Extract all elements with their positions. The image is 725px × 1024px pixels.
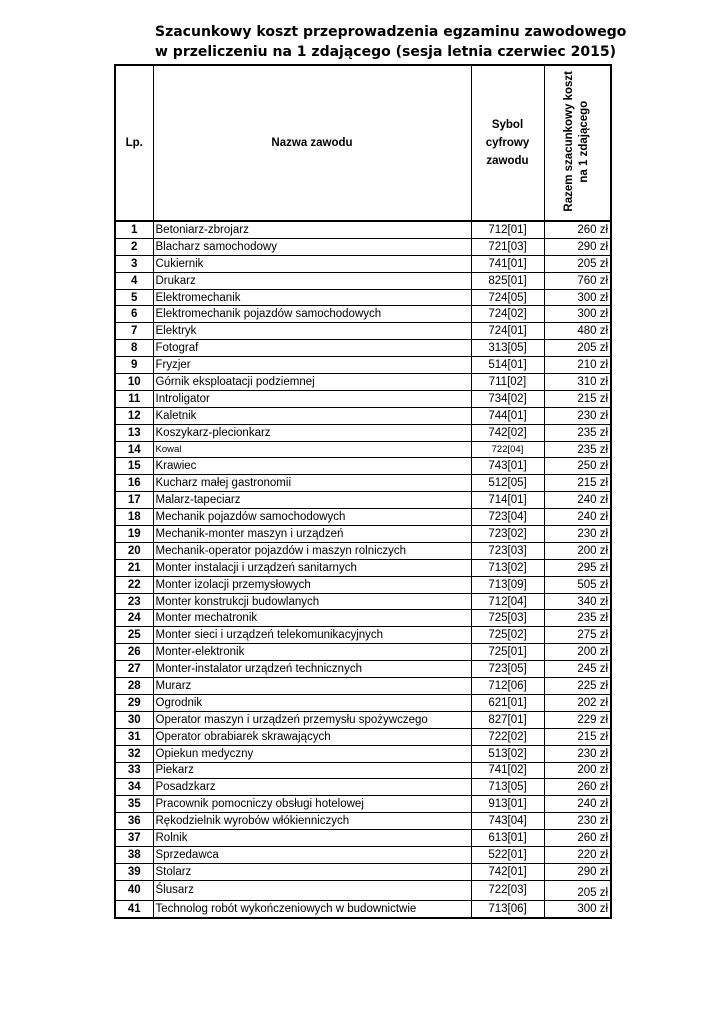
row-code: 723[05] (471, 661, 544, 678)
header-code (471, 65, 544, 221)
row-name: Drukarz (153, 272, 471, 289)
header-lp: Lp. (115, 65, 153, 221)
row-code: 742[01] (471, 863, 544, 880)
row-code: 722[03] (471, 880, 544, 900)
table-row (115, 627, 611, 644)
row-lp: 39 (115, 863, 153, 880)
table-row (115, 711, 611, 728)
row-cost: 300 zł (544, 289, 611, 306)
table-row (115, 272, 611, 289)
row-cost: 295 zł (544, 559, 611, 576)
row-cost: 202 zł (544, 694, 611, 711)
row-cost: 205 zł (544, 255, 611, 272)
row-code: 621[01] (471, 694, 544, 711)
row-cost: 200 zł (544, 542, 611, 559)
table-row (115, 762, 611, 779)
row-name: Introligator (153, 390, 471, 407)
row-cost: 210 zł (544, 357, 611, 374)
table-row (115, 661, 611, 678)
row-cost: 275 zł (544, 627, 611, 644)
row-lp: 32 (115, 745, 153, 762)
row-code: 744[01] (471, 407, 544, 424)
row-name: Fryzjer (153, 357, 471, 374)
row-code: 313[05] (471, 340, 544, 357)
row-name: Operator maszyn i urządzeń przemysłu spożywczego (153, 711, 471, 728)
header-cost-text (562, 71, 592, 212)
row-lp: 9 (115, 357, 153, 374)
row-code: 722[04] (471, 441, 544, 458)
row-name: Piekarz (153, 762, 471, 779)
row-code: 913[01] (471, 796, 544, 813)
row-name: Operator obrabiarek skrawających (153, 728, 471, 745)
row-cost: 250 zł (544, 458, 611, 475)
table-row (115, 238, 611, 255)
row-lp: 12 (115, 407, 153, 424)
row-name: Monter instalacji i urządzeń sanitarnych (153, 559, 471, 576)
row-name: Murarz (153, 678, 471, 695)
row-code: 723[03] (471, 542, 544, 559)
row-lp: 8 (115, 340, 153, 357)
row-lp: 40 (115, 880, 153, 900)
row-cost: 310 zł (544, 374, 611, 391)
row-cost: 205 zł (544, 880, 611, 900)
row-cost: 230 zł (544, 813, 611, 830)
row-code: 742[02] (471, 424, 544, 441)
row-name: Blacharz samochodowy (153, 238, 471, 255)
row-code: 713[06] (471, 900, 544, 917)
row-lp: 16 (115, 475, 153, 492)
row-name: Opiekun medyczny (153, 745, 471, 762)
row-cost: 230 zł (544, 407, 611, 424)
row-cost: 300 zł (544, 900, 611, 917)
row-lp: 10 (115, 374, 153, 391)
row-lp: 23 (115, 593, 153, 610)
row-code: 741[02] (471, 762, 544, 779)
row-name: Monter izolacji przemysłowych (153, 576, 471, 593)
row-lp: 31 (115, 728, 153, 745)
row-name: Technolog robót wykończeniowych w budownictwie (153, 900, 471, 917)
header-code-line-3: zawodu (486, 155, 529, 167)
row-code: 713[02] (471, 559, 544, 576)
header-name: Nazwa zawodu (153, 65, 471, 221)
row-code: 724[05] (471, 289, 544, 306)
row-code: 743[01] (471, 458, 544, 475)
table-header-row (115, 65, 611, 221)
table-row (115, 880, 611, 900)
row-name: Monter mechatronik (153, 610, 471, 627)
row-cost: 200 zł (544, 762, 611, 779)
row-code: 712[04] (471, 593, 544, 610)
row-cost: 240 zł (544, 509, 611, 526)
row-cost: 300 zł (544, 306, 611, 323)
row-cost: 230 zł (544, 526, 611, 543)
row-lp: 35 (115, 796, 153, 813)
row-cost: 505 zł (544, 576, 611, 593)
row-cost: 260 zł (544, 830, 611, 847)
row-code: 613[01] (471, 830, 544, 847)
row-lp: 4 (115, 272, 153, 289)
row-code: 723[02] (471, 526, 544, 543)
row-name: Kowal (153, 441, 471, 458)
row-cost: 290 zł (544, 238, 611, 255)
table-row (115, 340, 611, 357)
row-lp: 18 (115, 509, 153, 526)
row-lp: 11 (115, 390, 153, 407)
exam-cost-table (114, 64, 612, 919)
row-lp: 33 (115, 762, 153, 779)
row-name: Cukiernik (153, 255, 471, 272)
row-name: Mechanik-operator pojazdów i maszyn rolniczych (153, 542, 471, 559)
row-name: Monter sieci i urządzeń telekomunikacyjnych (153, 627, 471, 644)
row-cost: 200 zł (544, 644, 611, 661)
table-row (115, 610, 611, 627)
row-name: Posadzkarz (153, 779, 471, 796)
row-name: Mechanik-monter maszyn i urządzeń (153, 526, 471, 543)
table-row (115, 475, 611, 492)
row-name: Sprzedawca (153, 846, 471, 863)
table-row (115, 863, 611, 880)
table-row (115, 900, 611, 917)
row-code: 514[01] (471, 357, 544, 374)
row-cost: 260 zł (544, 779, 611, 796)
row-code: 724[02] (471, 306, 544, 323)
table-row (115, 593, 611, 610)
row-lp: 6 (115, 306, 153, 323)
row-cost: 760 zł (544, 272, 611, 289)
row-cost: 235 zł (544, 424, 611, 441)
row-lp: 2 (115, 238, 153, 255)
table-row (115, 221, 611, 238)
table-row (115, 694, 611, 711)
row-name: Betoniarz-zbrojarz (153, 221, 471, 238)
table-row (115, 407, 611, 424)
row-lp: 26 (115, 644, 153, 661)
row-code: 724[01] (471, 323, 544, 340)
table-body (115, 221, 611, 918)
row-name: Pracownik pomocniczy obsługi hotelowej (153, 796, 471, 813)
row-code: 825[01] (471, 272, 544, 289)
table-row (115, 374, 611, 391)
table-row (115, 678, 611, 695)
row-lp: 24 (115, 610, 153, 627)
table-row (115, 526, 611, 543)
table-row (115, 289, 611, 306)
row-lp: 37 (115, 830, 153, 847)
row-lp: 20 (115, 542, 153, 559)
row-code: 827[01] (471, 711, 544, 728)
row-lp: 13 (115, 424, 153, 441)
row-cost: 340 zł (544, 593, 611, 610)
row-cost: 215 zł (544, 390, 611, 407)
row-name: Elektromechanik pojazdów samochodowych (153, 306, 471, 323)
table-row (115, 390, 611, 407)
table-row (115, 492, 611, 509)
row-code: 512[05] (471, 475, 544, 492)
row-cost: 235 zł (544, 610, 611, 627)
header-cost-line-2: na 1 zdającego (578, 100, 591, 183)
header-cost-line-1: Razem szacunkowy koszt (563, 71, 576, 212)
row-code: 713[09] (471, 576, 544, 593)
row-code: 725[01] (471, 644, 544, 661)
row-cost: 240 zł (544, 796, 611, 813)
row-name: Stolarz (153, 863, 471, 880)
table-row (115, 306, 611, 323)
row-name: Elektryk (153, 323, 471, 340)
row-name: Ogrodnik (153, 694, 471, 711)
row-lp: 17 (115, 492, 153, 509)
row-cost: 205 zł (544, 340, 611, 357)
row-name: Krawiec (153, 458, 471, 475)
row-cost: 240 zł (544, 492, 611, 509)
row-lp: 27 (115, 661, 153, 678)
table-row (115, 846, 611, 863)
row-lp: 22 (115, 576, 153, 593)
row-code: 741[01] (471, 255, 544, 272)
row-code: 713[05] (471, 779, 544, 796)
row-lp: 3 (115, 255, 153, 272)
table-row (115, 424, 611, 441)
row-cost: 215 zł (544, 475, 611, 492)
row-cost: 229 zł (544, 711, 611, 728)
table-row (115, 542, 611, 559)
row-cost: 260 zł (544, 221, 611, 238)
row-lp: 38 (115, 846, 153, 863)
row-name: Monter-instalator urządzeń technicznych (153, 661, 471, 678)
row-cost: 290 zł (544, 863, 611, 880)
row-code: 743[04] (471, 813, 544, 830)
row-lp: 30 (115, 711, 153, 728)
row-code: 522[01] (471, 846, 544, 863)
header-code-line-1: Sybol (491, 119, 524, 131)
table-row (115, 441, 611, 458)
title-line-2: w przeliczeniu na 1 zdającego (sesja letnia czerwiec 2015) (155, 44, 616, 60)
table-row (115, 728, 611, 745)
table-row (115, 357, 611, 374)
row-code: 725[02] (471, 627, 544, 644)
header-code-line-2: cyfrowy (485, 137, 530, 149)
row-lp: 29 (115, 694, 153, 711)
row-code: 712[01] (471, 221, 544, 238)
row-name: Monter-elektronik (153, 644, 471, 661)
row-lp: 28 (115, 678, 153, 695)
row-code: 714[01] (471, 492, 544, 509)
row-lp: 19 (115, 526, 153, 543)
row-name: Kaletnik (153, 407, 471, 424)
row-name: Rolnik (153, 830, 471, 847)
table-row (115, 255, 611, 272)
table-row (115, 644, 611, 661)
row-cost: 220 zł (544, 846, 611, 863)
row-lp: 25 (115, 627, 153, 644)
table-row (115, 779, 611, 796)
row-name: Monter konstrukcji budowlanych (153, 593, 471, 610)
row-name: Ślusarz (153, 880, 471, 900)
document-title (155, 22, 625, 62)
table-row (115, 458, 611, 475)
table-row (115, 576, 611, 593)
row-code: 721[03] (471, 238, 544, 255)
row-lp: 21 (115, 559, 153, 576)
row-code: 734[02] (471, 390, 544, 407)
row-name: Malarz-tapeciarz (153, 492, 471, 509)
row-name: Kucharz małej gastronomii (153, 475, 471, 492)
row-lp: 41 (115, 900, 153, 917)
row-cost: 245 zł (544, 661, 611, 678)
title-line-1: Szacunkowy koszt przeprowadzenia egzaminu zawodowego (155, 24, 627, 40)
row-lp: 36 (115, 813, 153, 830)
row-name: Mechanik pojazdów samochodowych (153, 509, 471, 526)
header-cost (544, 65, 611, 221)
row-cost: 235 zł (544, 441, 611, 458)
row-cost: 480 zł (544, 323, 611, 340)
row-name: Koszykarz-plecionkarz (153, 424, 471, 441)
table-row (115, 745, 611, 762)
row-lp: 15 (115, 458, 153, 475)
row-code: 513[02] (471, 745, 544, 762)
row-lp: 7 (115, 323, 153, 340)
row-name: Rękodzielnik wyrobów włókienniczych (153, 813, 471, 830)
row-lp: 34 (115, 779, 153, 796)
row-code: 725[03] (471, 610, 544, 627)
row-cost: 225 zł (544, 678, 611, 695)
row-name: Górnik eksploatacji podziemnej (153, 374, 471, 391)
row-cost: 230 zł (544, 745, 611, 762)
row-cost: 215 zł (544, 728, 611, 745)
table-row (115, 323, 611, 340)
row-lp: 14 (115, 441, 153, 458)
row-code: 723[04] (471, 509, 544, 526)
row-name: Fotograf (153, 340, 471, 357)
row-name: Elektromechanik (153, 289, 471, 306)
table-row (115, 813, 611, 830)
table-row (115, 830, 611, 847)
row-code: 711[02] (471, 374, 544, 391)
row-lp: 5 (115, 289, 153, 306)
table-row (115, 796, 611, 813)
row-lp: 1 (115, 221, 153, 238)
row-code: 712[06] (471, 678, 544, 695)
table-row (115, 509, 611, 526)
table-row (115, 559, 611, 576)
row-code: 722[02] (471, 728, 544, 745)
